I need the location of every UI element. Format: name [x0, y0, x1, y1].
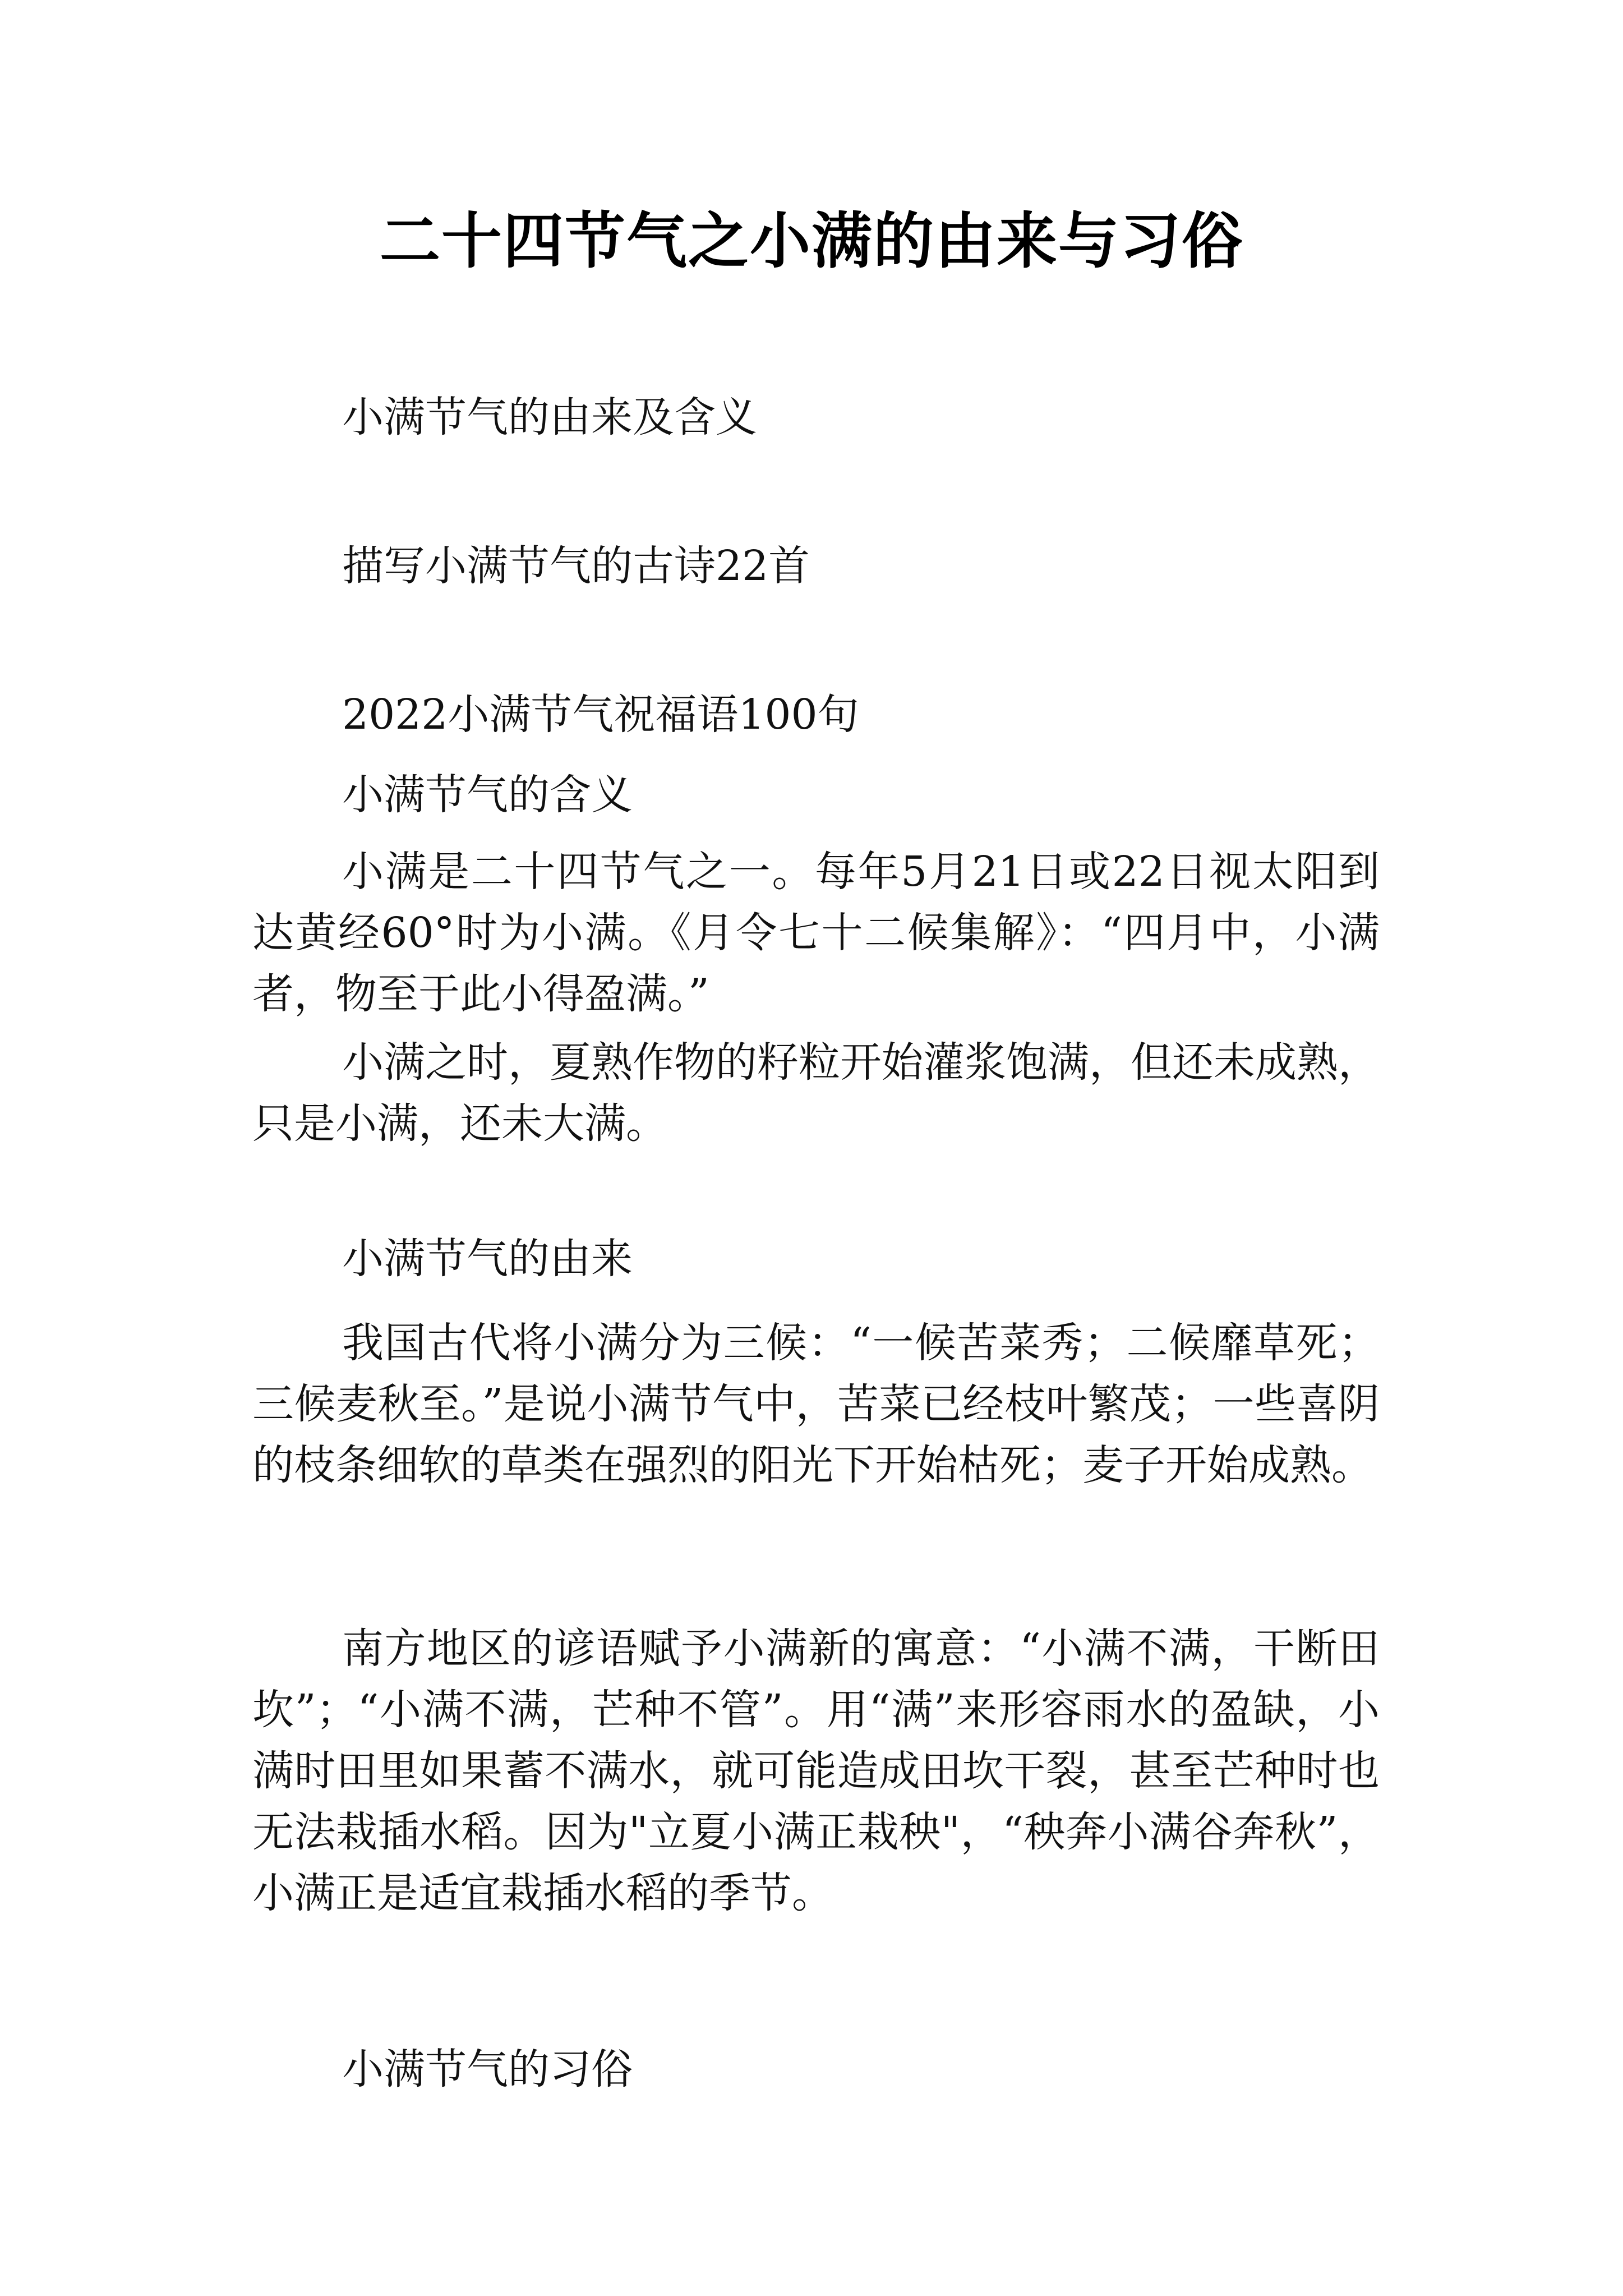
- link-origin-meaning[interactable]: 小满节气的由来及含义: [342, 393, 757, 441]
- section-heading-meaning: 小满节气的含义: [342, 771, 633, 819]
- paragraph-origin-1: 我国古代将小满分为三候：“一候苦菜秀；二候靡草死；三候麦秋至。”是说小满节气中，苦菜已经枝叶繁茂；一些喜阴的枝条细软的草类在强烈的阳光下开始枯死；麦子开始成熟。: [252, 1319, 1380, 1489]
- section-heading-origin: 小满节气的由来: [342, 1235, 633, 1283]
- link-blessings[interactable]: 2022小满节气祝福语100句: [342, 691, 859, 739]
- paragraph-meaning-1: 小满是二十四节气之一。每年5月21日或22日视太阳到达黄经60°时为小满。《月令七十二候集解》：“四月中，小满者，物至于此小得盈满。”: [252, 848, 1380, 1018]
- paragraph-origin-2: 南方地区的谚语赋予小满新的寓意：“小满不满，干断田坎”；“小满不满，芒种不管”。用“满”来形容雨水的盈缺，小满时田里如果蓄不满水，就可能造成田坎干裂，甚至芒种时也无法栽插水稻。因为"立夏小满正栽秧"，“秧奔小满谷奔秋”，小满正是适宜栽插水稻的季节。: [252, 1625, 1380, 1917]
- section-heading-customs: 小满节气的习俗: [342, 2045, 633, 2093]
- link-ancient-poems[interactable]: 描写小满节气的古诗22首: [342, 542, 810, 590]
- paragraph-meaning-2: 小满之时，夏熟作物的籽粒开始灌浆饱满，但还未成熟，只是小满，还未大满。: [252, 1038, 1380, 1148]
- page-title: 二十四节气之小满的由来与习俗: [379, 206, 1243, 277]
